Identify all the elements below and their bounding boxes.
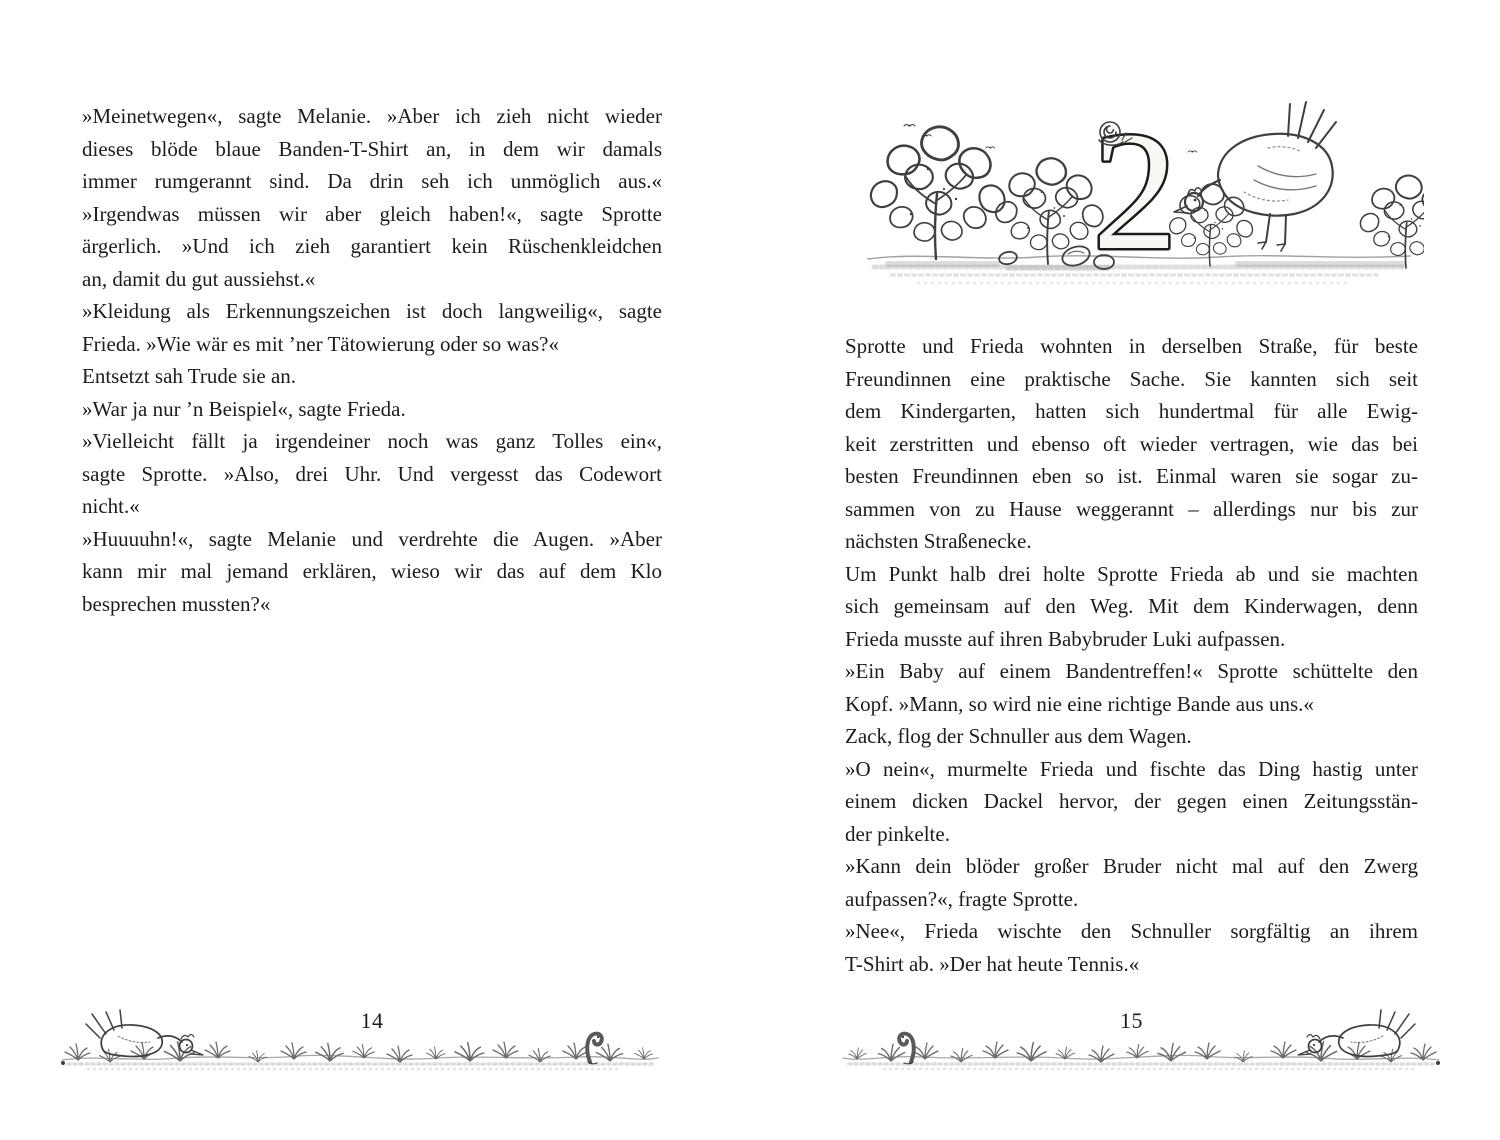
text-line: besprechen mussten?« [82,591,271,616]
left-page-text [82,100,662,620]
text-line: »Nee«, Frieda wischte den Schnuller sorgfältig an ihrem [845,919,1418,943]
right-page-text [845,330,1418,980]
text-line: der pinkelte. [845,821,950,846]
text-line: Zack, flog der Schnuller aus dem Wagen. [845,724,1192,748]
hen-sketch [86,1010,203,1057]
footer-illustration-right [838,1000,1443,1078]
text-line: immer rumgerannt sind. Da drin seh ich unmöglich aus.« [82,169,662,193]
worm-icon [899,1034,914,1064]
text-line: »Kann dein blöder großer Bruder nicht mal auf den Zwerg [845,854,1418,878]
text-line: Entsetzt sah Trude sie an. [82,364,297,388]
text-line: Sprotte und Frieda wohnten in derselben Straße, für beste [845,334,1418,358]
text-line: »Ein Baby auf einem Bandentreffen!« Sprotte schüttelte den [845,659,1418,683]
text-line: kann mir mal jemand erklären, wieso wir das auf dem Klo [82,559,662,583]
text-line: sich gemeinsam auf den Weg. Mit dem Kinderwagen, denn [845,594,1418,618]
text-line: sammen von zu Hause weggerannt – allerdings nur bis zur [845,496,1418,521]
footer-illustration-left [58,1000,663,1078]
text-line: einem dicken Dackel hervor, der gegen einen Zeitungsstän- [845,789,1418,813]
text-line: »Kleidung als Erkennungszeichen ist doch langweilig«, sagte [82,299,662,323]
text-line: Freundinnen eine praktische Sache. Sie kannten sich seit [845,366,1418,391]
text-line: dieses blöde blaue Banden-T-Shirt an, in dem wir damals [82,136,662,161]
text-line: an, damit du gut aussiehst.« [82,266,316,291]
text-line: aufpassen?«, fragte Sprotte. [845,886,1079,911]
page-number-left: 14 [360,1008,384,1033]
text-line: dem Kindergarten, hatten sich hundertmal für alle Ewig- [845,399,1418,423]
chapter-header-illustration [858,96,1424,298]
page-number-right: 15 [1120,1008,1143,1033]
text-line: »War ja nur ’n Beispiel«, sagte Frieda. [82,396,406,421]
text-line: »Huuuuhn!«, sagte Melanie und verdrehte die Augen. »Aber [82,526,662,551]
hen-sketch [1298,1010,1415,1057]
text-line: »Vielleicht fällt ja irgendeiner noch was ganz Tolles ein«, [82,429,662,453]
text-line: ärgerlich. »Und ich zieh garantiert kein Rüschenkleidchen [82,234,662,258]
worm-icon [587,1034,602,1064]
text-line: »Meinetwegen«, sagte Melanie. »Aber ich zieh nicht wieder [82,104,662,128]
text-line: »Irgendwas müssen wir aber gleich haben!«, sagte Sprotte [82,201,662,226]
chapter-number: 2 [1092,97,1178,285]
text-line: sagte Sprotte. »Also, drei Uhr. Und vergesst das Codewort [82,461,662,486]
text-line: »O nein«, murmelte Frieda und fischte das Ding hastig unter [845,756,1418,781]
text-line: T-Shirt ab. »Der hat heute Tennis.« [845,951,1140,976]
text-line: Frieda. »Wie wär es mit ’ner Tätowierung oder so was?« [82,331,559,356]
text-line: besten Freundinnen eben so ist. Einmal waren sie sogar zu- [845,464,1418,488]
grass-sketch [843,1042,1440,1069]
text-line: nächsten Straßenecke. [845,529,1032,553]
text-line: Kopf. »Mann, so wird nie eine richtige Bande aus uns.« [845,691,1314,716]
text-line: Frieda musste auf ihren Babybruder Luki aufpassen. [845,626,1286,651]
text-line: Um Punkt halb drei holte Sprotte Frieda ab und sie machten [845,561,1418,586]
text-line: keit zerstritten und ebenso oft wieder vertragen, wie das bei [845,431,1418,456]
grass-sketch [61,1042,658,1069]
text-line: nicht.« [82,494,140,518]
hen-sketch [1174,102,1336,251]
